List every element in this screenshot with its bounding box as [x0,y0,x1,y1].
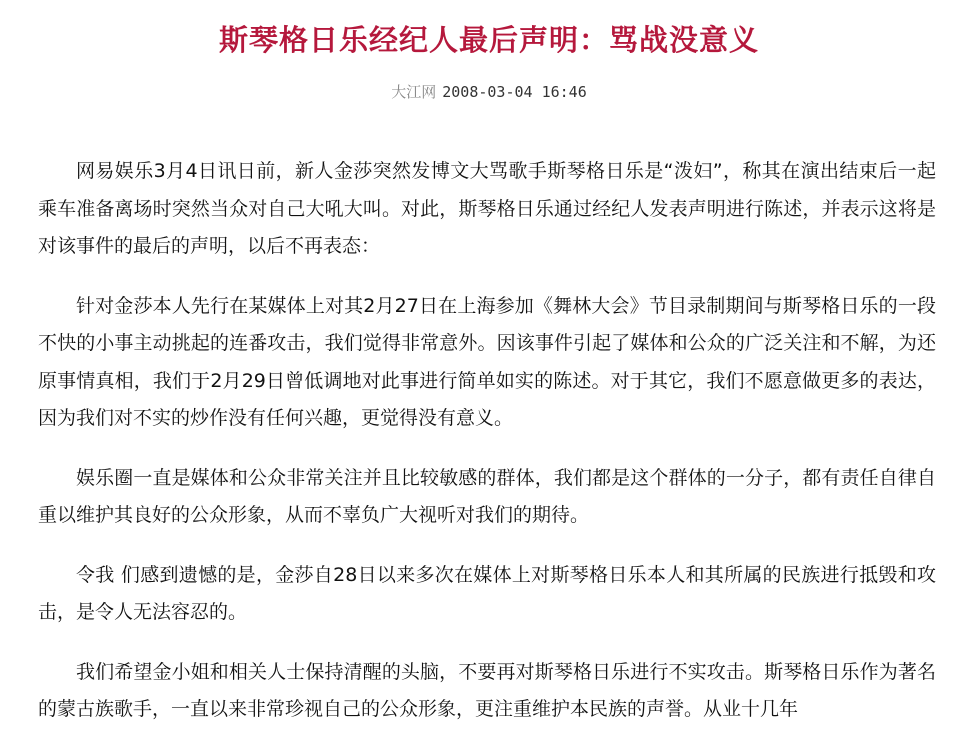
article-datetime: 2008-03-04 16:46 [442,83,587,101]
article-paragraph: 针对金莎本人先行在某媒体上对其2月27日在上海参加《舞林大会》节目录制期间与斯琴格日乐的一段不快的小事主动挑起的连番攻击，我们觉得非常意外。因该事件引起了媒体和公众的广泛关注和不解，为还原事情真相，我们于2月29日曾低调地对此事进行简单如实的陈述。对于其它，我们不愿意做更多的表达，因为我们对不实的炒作没有任何兴趣，更觉得没有意义。 [38,294,936,429]
article-meta [0,79,978,106]
article-paragraph: 令我 们感到遗憾的是，金莎自28日以来多次在媒体上对斯琴格日乐本人和其所属的民族进行抵毁和攻击，是令人无法容忍的。 [38,563,936,623]
article-paragraph: 我们希望金小姐和相关人士保持清醒的头脑，不要再对斯琴格日乐进行不实攻击。斯琴格日乐作为著名的蒙古族歌手，一直以来非常珍视自己的公众形象，更注重维护本民族的声誉。从业十几年 [38,660,936,720]
article-source: 大江网 [391,83,437,101]
article-paragraph: 娱乐圈一直是媒体和公众非常关注并且比较敏感的群体，我们都是这个群体的一分子，都有责任自律自重以维护其良好的公众形象，从而不辜负广大视听对我们的期待。 [38,466,936,526]
article-title: 斯琴格日乐经纪人最后声明：骂战没意义 [218,23,759,57]
article-body [38,153,936,751]
article-paragraph: 网易娱乐3月4日讯日前，新人金莎突然发博文大骂歌手斯琴格日乐是“泼妇”，称其在演出结束后一起乘车准备离场时突然当众对自己大吼大叫。对此，斯琴格日乐通过经纪人发表声明进行陈述，并表示这将是对该事件的最后的声明，以后不再表态： [38,160,936,257]
